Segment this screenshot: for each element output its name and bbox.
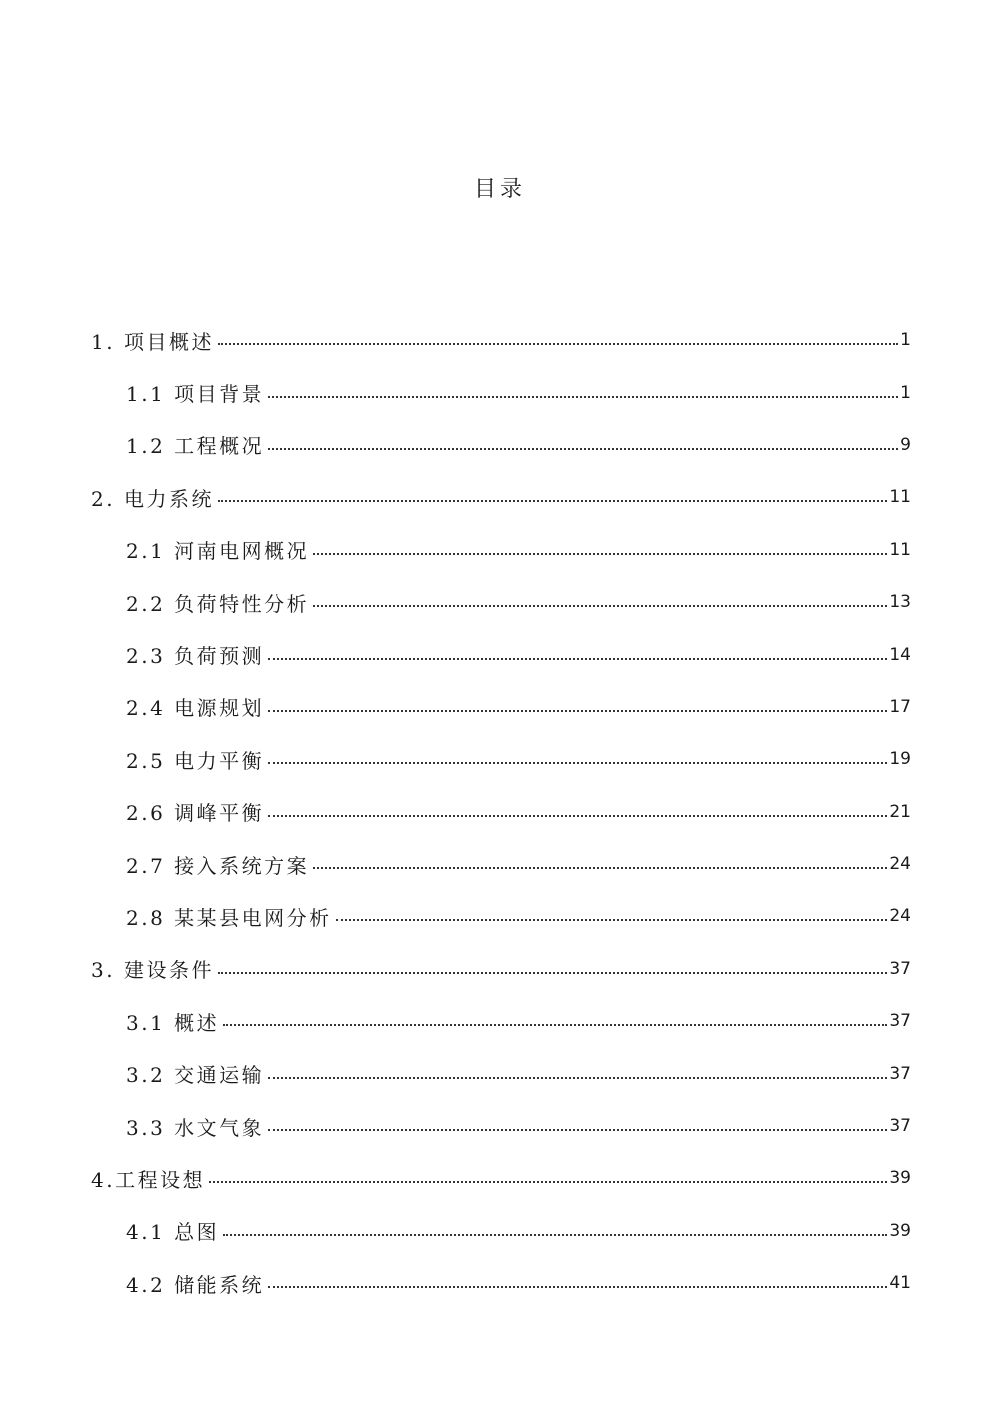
toc-entry-page-number: 21 [889, 801, 911, 822]
toc-dot-leader [268, 658, 887, 660]
toc-entry-label: 3.3 水文气象 [126, 1115, 265, 1140]
toc-entry[interactable] [91, 1100, 911, 1152]
toc-entry[interactable] [91, 890, 911, 942]
toc-entry-page-number: 41 [889, 1273, 911, 1294]
toc-entry-label: 4.1 总图 [126, 1220, 220, 1245]
toc-entry-page-number: 11 [889, 487, 911, 508]
toc-dot-leader [313, 553, 887, 555]
toc-dot-leader [218, 343, 898, 345]
toc-title: 目录 [473, 177, 526, 202]
toc-entry[interactable] [91, 943, 911, 995]
toc-entry-label: 2.8 某某县电网分析 [126, 905, 332, 930]
toc-entry-page-number: 39 [889, 1220, 911, 1241]
toc-entry-page-number: 39 [889, 1168, 911, 1189]
toc-entry-page-number: 9 [900, 434, 911, 455]
toc-entry-label: 2.6 调峰平衡 [126, 801, 265, 826]
toc-entry-page-number: 1 [900, 382, 911, 403]
toc-dot-leader [268, 448, 898, 450]
toc-entry[interactable] [91, 471, 911, 523]
toc-entry[interactable] [91, 995, 911, 1047]
toc-entry-label: 2.7 接入系统方案 [126, 853, 310, 878]
toc-entry-page-number: 17 [889, 696, 911, 717]
toc-dot-leader [268, 1129, 887, 1131]
toc-entry[interactable] [91, 1047, 911, 1099]
toc-entry[interactable] [91, 681, 911, 733]
toc-dot-leader [218, 500, 887, 502]
toc-dot-leader [313, 605, 887, 607]
toc-entry-label: 2.1 河南电网概况 [126, 539, 310, 564]
toc-entry-label: 1. 项目概述 [91, 329, 214, 354]
toc-entry-page-number: 13 [889, 592, 911, 613]
toc-entry-page-number: 37 [889, 1116, 911, 1137]
toc-dot-leader [268, 815, 887, 817]
toc-entry-page-number: 11 [889, 539, 911, 560]
toc-entry-label: 2.5 电力平衡 [126, 748, 265, 773]
toc-entry-label: 3.1 概述 [126, 1010, 220, 1035]
toc-entry-label: 4.工程设想 [91, 1167, 206, 1192]
toc-entry-label: 2. 电力系统 [91, 486, 214, 511]
toc-dot-leader [268, 1077, 887, 1079]
toc-dot-leader [223, 1234, 887, 1236]
toc-dot-leader [336, 919, 888, 921]
toc-entry-page-number: 14 [889, 644, 911, 665]
toc-entry[interactable] [91, 1152, 911, 1204]
toc-entry-label: 2.2 负荷特性分析 [126, 591, 310, 616]
toc-entry[interactable] [91, 576, 911, 628]
toc-entry-label: 1.1 项目背景 [126, 382, 265, 407]
toc-entry-page-number: 37 [889, 1011, 911, 1032]
toc-entry[interactable] [91, 314, 911, 366]
toc-entry-label: 2.3 负荷预测 [126, 644, 265, 669]
toc-entry[interactable] [91, 786, 911, 838]
toc-entry[interactable] [91, 524, 911, 576]
table-of-contents [91, 314, 911, 1309]
toc-dot-leader [268, 710, 887, 712]
toc-entry-page-number: 24 [889, 854, 911, 875]
toc-dot-leader [268, 396, 898, 398]
toc-dot-leader [313, 867, 887, 869]
toc-entry[interactable] [91, 1205, 911, 1257]
toc-entry[interactable] [91, 628, 911, 680]
toc-entry[interactable] [91, 838, 911, 890]
toc-entry-label: 1.2 工程概况 [126, 434, 265, 459]
toc-entry-label: 2.4 电源规划 [126, 696, 265, 721]
toc-dot-leader [268, 762, 887, 764]
toc-entry-page-number: 37 [889, 958, 911, 979]
toc-entry[interactable] [91, 733, 911, 785]
toc-dot-leader [209, 1181, 887, 1183]
toc-entry[interactable] [91, 366, 911, 418]
toc-entry-label: 4.2 储能系统 [126, 1272, 265, 1297]
toc-entry[interactable] [91, 1257, 911, 1309]
toc-entry-page-number: 19 [889, 749, 911, 770]
toc-dot-leader [223, 1024, 887, 1026]
toc-dot-leader [268, 1286, 887, 1288]
toc-entry-page-number: 1 [900, 330, 911, 351]
toc-entry-label: 3.2 交通运输 [126, 1063, 265, 1088]
toc-dot-leader [218, 972, 887, 974]
toc-entry[interactable] [91, 419, 911, 471]
toc-entry-label: 3. 建设条件 [91, 958, 214, 983]
toc-entry-page-number: 37 [889, 1063, 911, 1084]
toc-entry-page-number: 24 [889, 906, 911, 927]
